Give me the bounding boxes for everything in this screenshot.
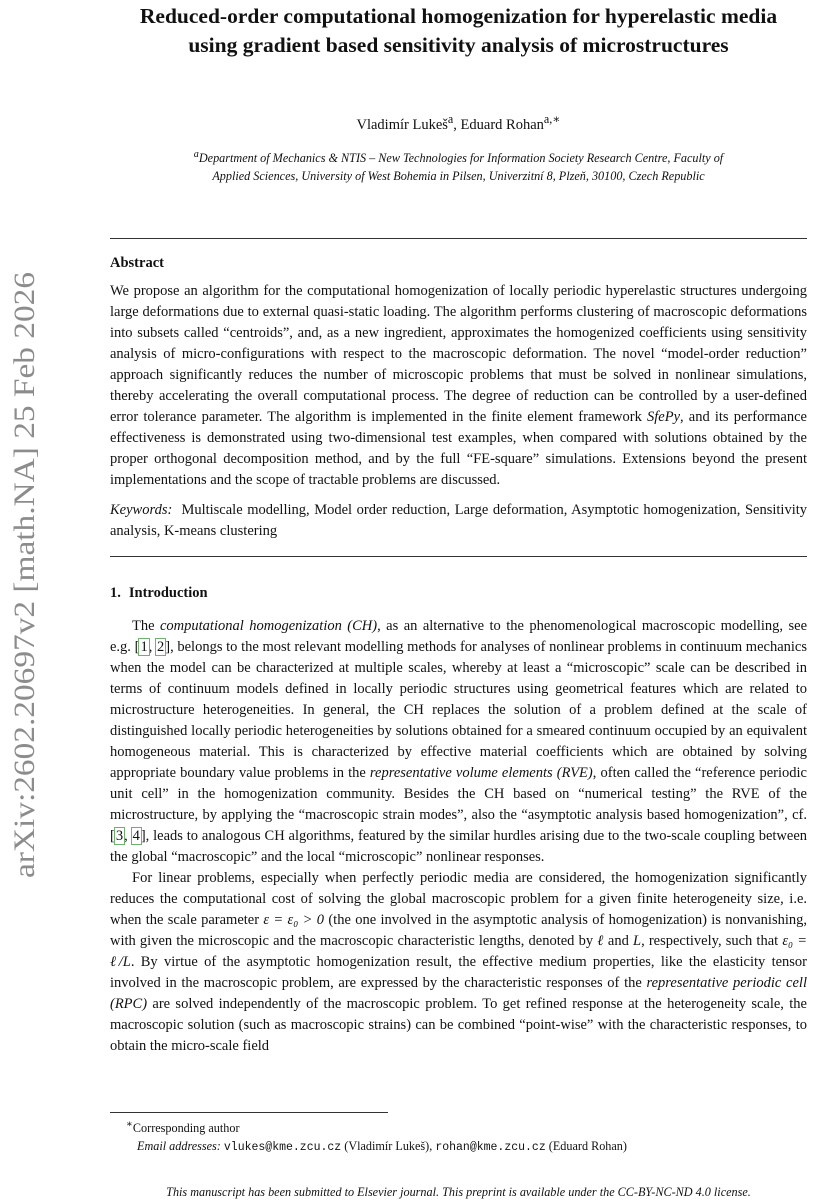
title-line-1: Reduced-order computational homogenization for hyperelastic media [139, 4, 778, 28]
abstract-text [110, 281, 807, 491]
text-run: ], leads to analogous CH algorithms, featured by the similar hurdles arising due to the two-scale coupling between the global “macroscopic” and the local “microscopic” nonlinear responses. [110, 827, 808, 865]
software-name: SfePy [647, 408, 681, 425]
text-run: For linear problems, especially when perfectly periodic media are considered, the homogenization significantly reduces the computational cost of solving the global macroscopic problem for a given finite heterogeneity size, i.e. when the scale parameter [110, 869, 807, 928]
footnote-rule [110, 1112, 388, 1113]
footnote-mark: ∗ [126, 1119, 133, 1130]
affiliation-line-2: Applied Sciences, University of West Bohemia in Pilsen, Univerzitní 8, Plzeň, 30100, Czech Republic [212, 168, 705, 183]
arxiv-identifier: arXiv:2602.20697v2 [math.NA] 25 Feb 2026 [8, 333, 41, 878]
section-number: 1. [110, 584, 121, 601]
footnote-text: Corresponding author [132, 1121, 240, 1136]
email-owner: (Vladimír Lukeš), [341, 1139, 436, 1154]
math-inline: ε = ε₀ > 0 [263, 911, 325, 928]
affiliation-superscript: a [193, 148, 199, 160]
footnote-emails [110, 1137, 807, 1157]
text-run: and [603, 932, 633, 949]
author-separator: , [453, 116, 461, 133]
intro-paragraph-1 [110, 616, 807, 868]
author-name: Vladimír Lukeš [356, 116, 448, 133]
paper-page [110, 0, 807, 1057]
text-run: , often called the “reference periodic unit cell” in the homogenization community. Besides the CH based on “numerical testing” the RVE of the microstructure, by applying the “macroscopic strain modes”, also the “asymptotic analysis based homogenization”, cf. [ [110, 764, 807, 844]
section-title: Introduction [128, 584, 208, 601]
email-owner: (Eduard Rohan) [545, 1139, 627, 1154]
section-heading-introduction [110, 585, 807, 602]
email-label: Email addresses: [137, 1139, 221, 1154]
emphasis-term: computational homogenization (CH) [160, 617, 378, 634]
citation-link[interactable]: 1 [140, 638, 148, 655]
abstract-bottom-rule [110, 556, 807, 557]
email-link[interactable]: vlukes@kme.zcu.cz [223, 1141, 342, 1155]
keywords-label: Keywords: [110, 501, 173, 518]
author-superscript: a,∗ [543, 112, 561, 126]
abstract-top-rule [110, 238, 807, 239]
math-inline: L [633, 932, 642, 949]
emphasis-term: representative volume elements (RVE) [369, 764, 593, 781]
text-run: ], belongs to the most relevant modelling methods for analyses of nonlinear problems in continuum mechanics when the model can be characterized at multiple scales, whereby at least a “microscopic” scale can be described in terms of continuum models defined in locally periodic structures using geometrical features which are related to microstructure heterogeneities. In general, the CH replaces the solution of a problem defined at the scale of distinguished locally periodic heterogeneities by solutions obtained for a smeared continuum occupied by an equivalent homogeneous material. This is characterized by effective material coefficients which are obtained by solving appropriate boundary value problems in the [110, 638, 807, 781]
text-run: , [148, 638, 156, 655]
citation-link[interactable]: 2 [156, 638, 165, 655]
license-note: This manuscript has been submitted to Elsevier journal. This preprint is available under the CC-BY-NC-ND 4.0 license. [166, 1185, 751, 1199]
text-run: , respectively, such that [641, 932, 783, 949]
abstract-text-part: We propose an algorithm for the computational homogenization of locally periodic hyperelastic structures undergoing large deformations due to external quasi-static loading. The algorithm performs clustering of macroscopic deformations into subsets called “centroids”, and, as a new ingredient, approximates the homogenized coefficients using sensitivity analysis of micro-configurations with respect to the macroscopic deformation. The novel “model-order reduction” approach significantly reduces the number of microscopic problems that must be solved in nonlinear simulations, thereby accelerating the overall computational process. The degree of reduction can be controlled by a user-defined error tolerance parameter. The algorithm is implemented in the finite element framework [110, 282, 807, 425]
keywords-list: Multiscale modelling, Model order reduction, Large deformation, Asymptotic homogenization, Sensitivity analysis, K-means clustering [110, 501, 807, 539]
emphasis-term: representative periodic cell (RPC) [110, 974, 807, 1012]
abstract-heading: Abstract [110, 254, 164, 271]
arxiv-sidebar-stamp [6, 270, 42, 880]
paper-title [110, 0, 807, 60]
text-run: . By virtue of the asymptotic homogenization result, the effective medium properties, like the elasticity tensor involved in the macroscopic problem, are expressed by the characteristic responses of the [110, 953, 807, 991]
citation-link[interactable]: 3 [115, 827, 124, 844]
abstract-text-part: , and its performance effectiveness is demonstrated using two-dimensional test examples, when compared with solutions obtained by the proper orthogonal decomposition method, and by the full “FE-square” simulations. Extensions beyond the present implementations and the scope of tractable problems are discussed. [110, 408, 807, 488]
citation-link[interactable]: 4 [132, 827, 140, 844]
title-line-2: using gradient based sensitivity analysis of microstructures [188, 33, 729, 57]
text-run: , [124, 827, 132, 844]
affiliation-line-1: Department of Mechanics & NTIS – New Technologies for Information Society Research Centre, Faculty of [198, 150, 724, 165]
intro-paragraph-2 [110, 868, 807, 1057]
math-inline: ε₀ = ℓ/L [110, 932, 808, 970]
affiliation [110, 146, 807, 185]
author-name: Eduard Rohan [460, 116, 544, 133]
email-link[interactable]: rohan@kme.zcu.cz [435, 1141, 546, 1155]
keywords [110, 500, 807, 542]
math-inline: ℓ [597, 932, 604, 949]
text-run: The [132, 617, 160, 634]
footnote-corresponding [110, 1116, 807, 1137]
footnotes [110, 1116, 807, 1157]
author-superscript: a [447, 112, 454, 126]
text-run: are solved independently of the macroscopic problem. To get refined response at the heterogeneity scale, the macroscopic solution (such as macroscopic strains) can be combined “point-wise” with the characteristic responses, to obtain the micro-scale field [110, 995, 807, 1054]
text-run: (the one involved in the asymptotic analysis of homogenization) is nonvanishing, with given the microscopic and the macroscopic characteristic lengths, denoted by [110, 911, 807, 949]
author-list [110, 112, 807, 134]
text-run: , as an alternative to the phenomenological macroscopic modelling, see e.g. [ [110, 617, 808, 655]
